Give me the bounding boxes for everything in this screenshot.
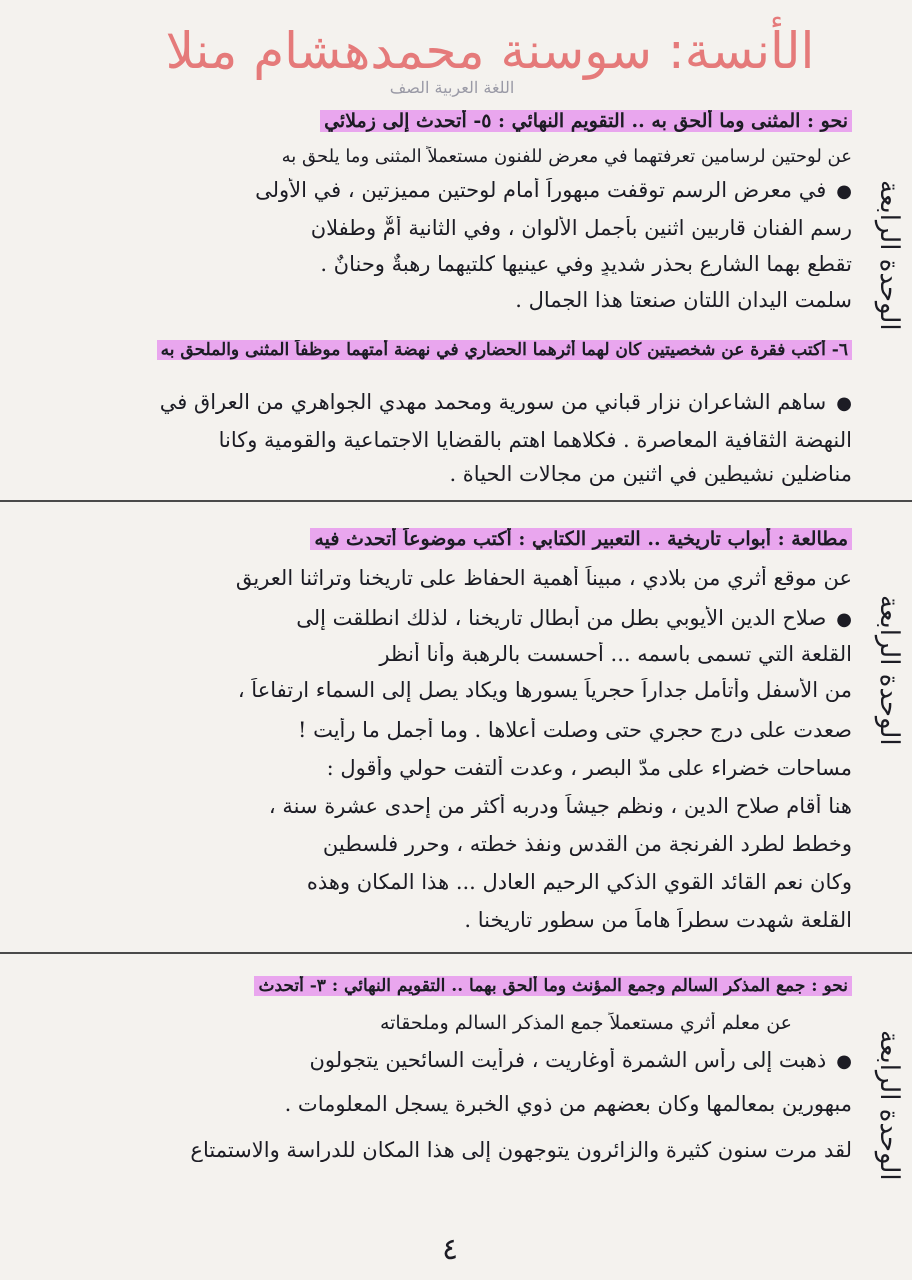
- side-label-3: الوحدة الرابعة: [874, 1029, 904, 1181]
- section3-heading: [62, 976, 852, 996]
- side-label-2: الوحدة الرابعة: [874, 594, 904, 746]
- section1-line-3: رسم الفنان قاربين اثنين بأجمل الألوان ، وفي الثانية أمٌّ وطفلان: [310, 216, 852, 240]
- section2-line-1: عن موقع أثري من بلادي ، مبيناً أهمية الحفاظ على تاريخنا وتراثنا العريق: [235, 566, 852, 590]
- section1-heading-2: [62, 340, 852, 360]
- section2-line-2: ● صلاح الدين الأيوبي بطل من أبطال تاريخنا ، لذلك انطلقت إلى: [62, 606, 852, 630]
- section1-line-5: سلمت اليدان اللتان صنعتا هذا الجمال .: [515, 288, 852, 312]
- section1-line-4: تقطع بهما الشارع بحذرٍ شديدٍ وفي عينيها كلتيهما رهبةٌ وحنانٌ .: [320, 252, 852, 276]
- section2-line-3: القلعة التي تسمى باسمه ... أحسست بالرهبة وأنا أنظر: [379, 642, 852, 666]
- section2-heading-text: مطالعة : أبواب تاريخية .. التعبير الكتابي : أكتب موضوعاً أتحدث فيه: [310, 528, 852, 550]
- section1-line-7: النهضة الثقافية المعاصرة . فكلاهما اهتم بالقضايا الاجتماعية والقومية وكانا: [218, 428, 852, 452]
- section1-line-8: مناضلين نشيطين في اثنين من مجالات الحياة .: [449, 462, 852, 486]
- section2-line-7: هنا أقام صلاح الدين ، ونظم جيشاً ودربه أكثر من إحدى عشرة سنة ،: [268, 794, 852, 818]
- section2-line-5: صعدت على درج حجري حتى وصلت أعلاها . وما أجمل ما رأيت !: [297, 718, 852, 742]
- section2-heading: [62, 528, 852, 550]
- section2-line-10: القلعة شهدت سطراً هاماً من سطور تاريخنا .: [464, 908, 852, 932]
- faded-header: اللغة العربية الصف: [389, 78, 515, 97]
- section3-heading-text: نحو : جمع المذكر السالم وجمع المؤنث وما ألحق بهما .. التقويم النهائي : ٣- أتحدث: [254, 976, 852, 996]
- divider-1: [0, 500, 912, 502]
- section1-line-2: ● في معرض الرسم توقفت مبهوراً أمام لوحتين مميزتين ، في الأولى: [62, 178, 852, 202]
- section3-line-1: عن معلم أثري مستعملاً جمع المذكر السالم وملحقاته: [379, 1012, 792, 1034]
- section2-line-6: مساحات خضراء على مدّ البصر ، وعدت ألتفت حولي وأقول :: [326, 756, 852, 780]
- section2-line-8: وخطط لطرد الفرنجة من القدس ونفذ خطته ، وحرر فلسطين: [322, 832, 852, 856]
- section1-heading-2-text: ٦- أكتب فقرة عن شخصيتين كان لهما أثرهما الحضاري في نهضة أمتهما موظفاً المثنى والملحق به: [157, 340, 852, 360]
- section1-heading: [62, 110, 852, 132]
- page-title: الأنسة: سوسنة محمدهشام منلا: [165, 22, 815, 80]
- section1-line-6: ● ساهم الشاعران نزار قباني من سورية ومحمد مهدي الجواهري من العراق في: [62, 390, 852, 414]
- section1-line-1: عن لوحتين لرسامين تعرفتهما في معرض للفنون مستعملاً المثنى وما يلحق به: [281, 146, 852, 167]
- section1-heading-text: نحو : المثنى وما ألحق به .. التقويم النهائي : ٥- أتحدث إلى زملائي: [320, 110, 852, 132]
- page-number: ٤: [441, 1232, 459, 1267]
- section3-line-3: مبهورين بمعالمها وكان بعضهم من ذوي الخبرة يسجل المعلومات .: [284, 1092, 852, 1116]
- divider-2: [0, 952, 912, 954]
- section3-line-4: لقد مرت سنون كثيرة والزائرون يتوجهون إلى هذا المكان للدراسة والاستمتاع: [190, 1138, 852, 1162]
- section3-line-2: ● ذهبت إلى رأس الشمرة أوغاريت ، فرأيت السائحين يتجولون: [62, 1048, 852, 1072]
- section2-line-4: من الأسفل وأتأمل جداراً حجرياً يسورها ويكاد يصل إلى السماء ارتفاعاً ،: [237, 678, 852, 702]
- section2-line-9: وكان نعم القائد القوي الذكي الرحيم العادل ... هذا المكان وهذه: [306, 870, 852, 894]
- side-label-1: الوحدة الرابعة: [874, 179, 904, 331]
